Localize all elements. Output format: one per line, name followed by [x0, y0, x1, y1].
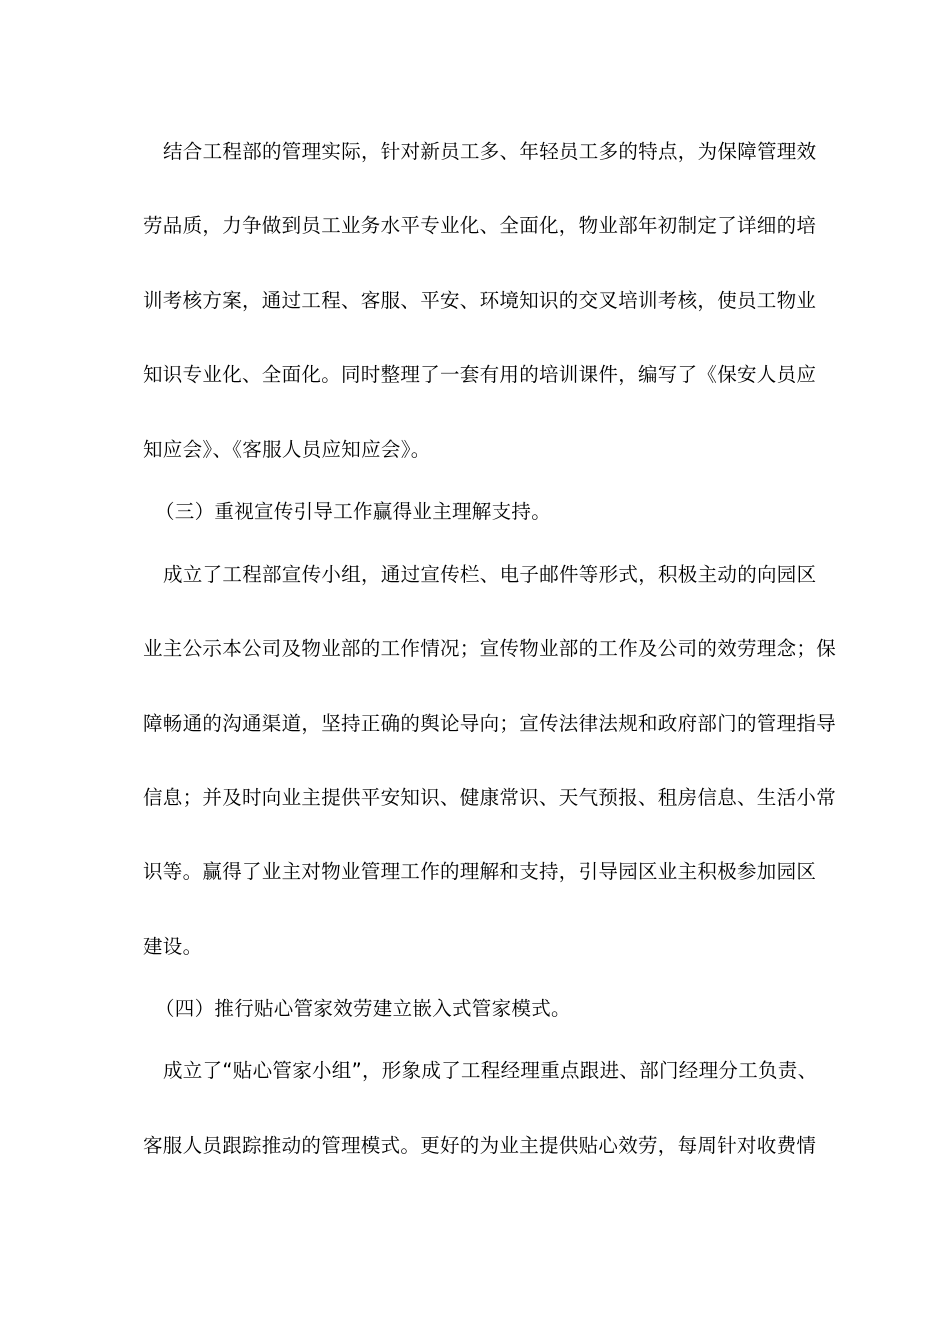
paragraph-line: 客服人员跟踪推动的管理模式。更好的为业主提供贴心效劳，每周针对收费情	[143, 1134, 817, 1157]
paragraph-line: 建设。	[143, 935, 203, 958]
paragraph-line: 成立了工程部宣传小组，通过宣传栏、电子邮件等形式，积极主动的向园区	[163, 563, 817, 586]
paragraph-line: 障畅通的沟通渠道，坚持正确的舆论导向；宣传法律法规和政府部门的管理指导	[143, 712, 837, 735]
section-heading: （四）推行贴心管家效劳建立嵌入式管家模式。	[155, 997, 571, 1020]
paragraph-line: 成立了“贴心管家小组”，形象成了工程经理重点跟进、部门经理分工负责、	[163, 1059, 818, 1082]
paragraph-line: 业主公示本公司及物业部的工作情况；宣传物业部的工作及公司的效劳理念；保	[143, 637, 837, 660]
section-heading: （三）重视宣传引导工作赢得业主理解支持。	[155, 500, 552, 523]
paragraph-line: 劳品质，力争做到员工业务水平专业化、全面化，物业部年初制定了详细的培	[143, 214, 817, 237]
paragraph-line: 识等。赢得了业主对物业管理工作的理解和支持，引导园区业主积极参加园区	[143, 860, 817, 883]
paragraph-line: 结合工程部的管理实际，针对新员工多、年轻员工多的特点，为保障管理效	[163, 140, 817, 163]
paragraph-line: 信息；并及时向业主提供平安知识、健康常识、天气预报、租房信息、生活小常	[143, 786, 837, 809]
paragraph-line: 知识专业化、全面化。同时整理了一套有用的培训课件，编写了《保安人员应	[143, 363, 817, 386]
paragraph-line: 知应会》、《客服人员应知应会》。	[143, 438, 431, 461]
paragraph-line: 训考核方案，通过工程、客服、平安、环境知识的交叉培训考核，使员工物业	[143, 289, 817, 312]
